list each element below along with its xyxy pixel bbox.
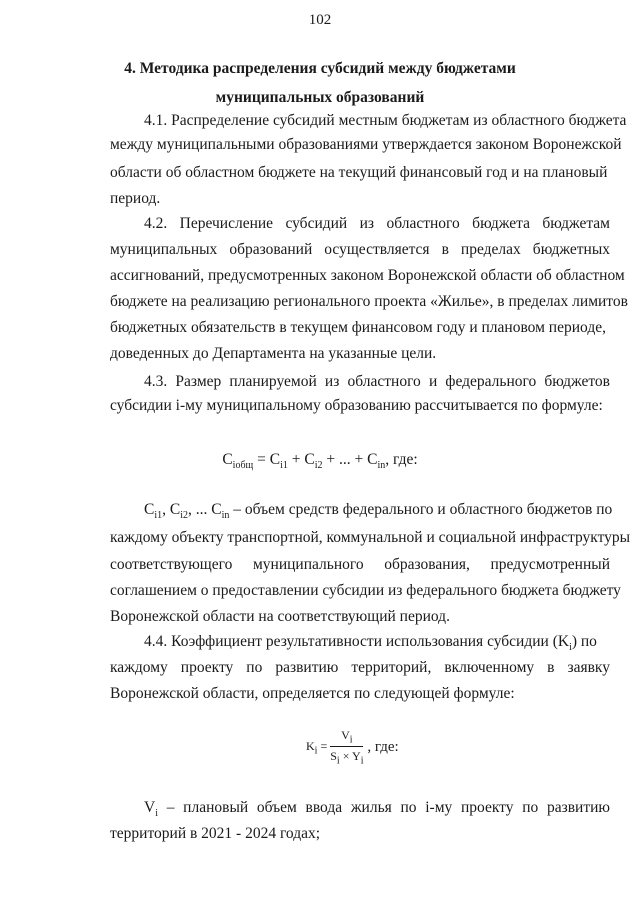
paragraph-4-4-line-2: каждому проекту по развитию территорий, включенному в заявку: [110, 659, 610, 676]
def-term: V: [144, 799, 156, 816]
paragraph-4-1-line-2: между муниципальными образованиями утверждается законом Воронежской: [110, 136, 622, 153]
def-text: – объем средств федерального и областного бюджетов по: [233, 501, 613, 518]
def-term: C: [144, 501, 155, 518]
fraction-denominator: $S_i \times Y_i$: [330, 749, 364, 767]
def-subscript: in: [221, 510, 230, 522]
fraction-numerator: $V_i$: [330, 728, 363, 747]
definition-c-line-5: Воронежской области на соответствующий период.: [110, 608, 450, 625]
definition-c-line-2: каждому объекту транспортной, коммунальной и социальной инфраструктуры: [110, 529, 631, 546]
paragraph-4-4-line-3: Воронежской области, определяется по следующей формуле:: [110, 685, 515, 702]
formula-fraction: [330, 728, 363, 767]
paragraph-4-2-line-4: бюджете на реализацию регионального проекта «Жилье», в пределах лимитов: [110, 293, 628, 310]
paragraph-4-1-line-4: период.: [110, 190, 161, 207]
formula-subscript: i2: [314, 460, 323, 472]
def-separator: ,: [162, 501, 170, 518]
formula-tail: , где:: [367, 738, 399, 755]
def-subscript: i: [155, 808, 158, 820]
definition-c-line-4: соглашением о предоставлении субсидии из федерального бюджета бюджету: [110, 582, 621, 599]
definition-c-line-1: [144, 500, 613, 526]
paragraph-4-3-line-2: субсидии i-му муниципальному образованию рассчитывается по формуле:: [110, 397, 603, 414]
definition-c-line-3: соответствующего муниципального образования, предусмотренный: [110, 556, 610, 573]
paragraph-4-2-line-5: бюджетных обязательств в текущем финансовом году и плановом периоде,: [110, 319, 606, 336]
def-subscript: i1: [154, 510, 163, 522]
section-heading-line-1: 4. Методика распределения субсидий между бюджетами: [124, 60, 516, 77]
def-term: C: [211, 501, 222, 518]
formula-subscript: i1: [280, 460, 288, 472]
paragraph-4-1-line-3: области об областном бюджете на текущий финансовый год и на плановый: [110, 164, 608, 181]
def-term: C: [169, 501, 181, 518]
def-separator: , ...: [188, 501, 212, 518]
formula-term: C: [269, 451, 281, 468]
paragraph-4-2-line-2: муниципальных образований осуществляется в пределах бюджетных: [110, 241, 610, 258]
paragraph-4-1-line-1: 4.1. Распределение субсидий местным бюджетам из областного бюджета: [144, 112, 627, 129]
definition-v-line-2: территорий в 2021 - 2024 годах;: [110, 825, 321, 842]
definition-v-line-1: [144, 798, 610, 824]
formula-operator: =: [253, 451, 270, 468]
page-number: 102: [308, 12, 332, 28]
formula-term: $K_i$ =: [306, 738, 331, 757]
def-text: – плановый объем ввода жилья по i-му проекту по развитию: [166, 799, 610, 816]
paragraph-4-3-line-1: 4.3. Размер планируемой из областного и федерального бюджетов: [144, 373, 610, 390]
formula-operator: +: [287, 451, 305, 468]
section-heading-line-2: муниципальных образований: [215, 89, 425, 106]
paragraph-4-4-line-1: [144, 632, 610, 658]
p44-text: 4.4. Коэффициент результативности использования субсидии (K: [144, 633, 570, 650]
formula-subsidy-total: [0, 450, 640, 476]
formula-subscript: in: [377, 460, 386, 472]
p44-subscript: i: [569, 642, 572, 654]
paragraph-4-2-line-6: доведенных до Департамента на указанные цели.: [110, 345, 437, 362]
formula-tail: , где:: [385, 451, 418, 468]
formula-efficiency-coefficient: [306, 728, 399, 772]
formula-operator: + ... +: [322, 451, 368, 468]
formula-subscript: iобщ: [232, 460, 254, 472]
paragraph-4-2-line-1: 4.2. Перечисление субсидий из областного бюджета бюджетам: [144, 215, 610, 232]
formula-term: C: [222, 451, 233, 468]
formula-term: C: [304, 451, 315, 468]
formula-term: C: [367, 451, 378, 468]
def-subscript: i2: [180, 510, 188, 522]
paragraph-4-2-line-3: ассигнований, предусмотренных законом Воронежской области об областном: [110, 267, 625, 284]
p44-text-tail: ) по: [571, 633, 597, 650]
